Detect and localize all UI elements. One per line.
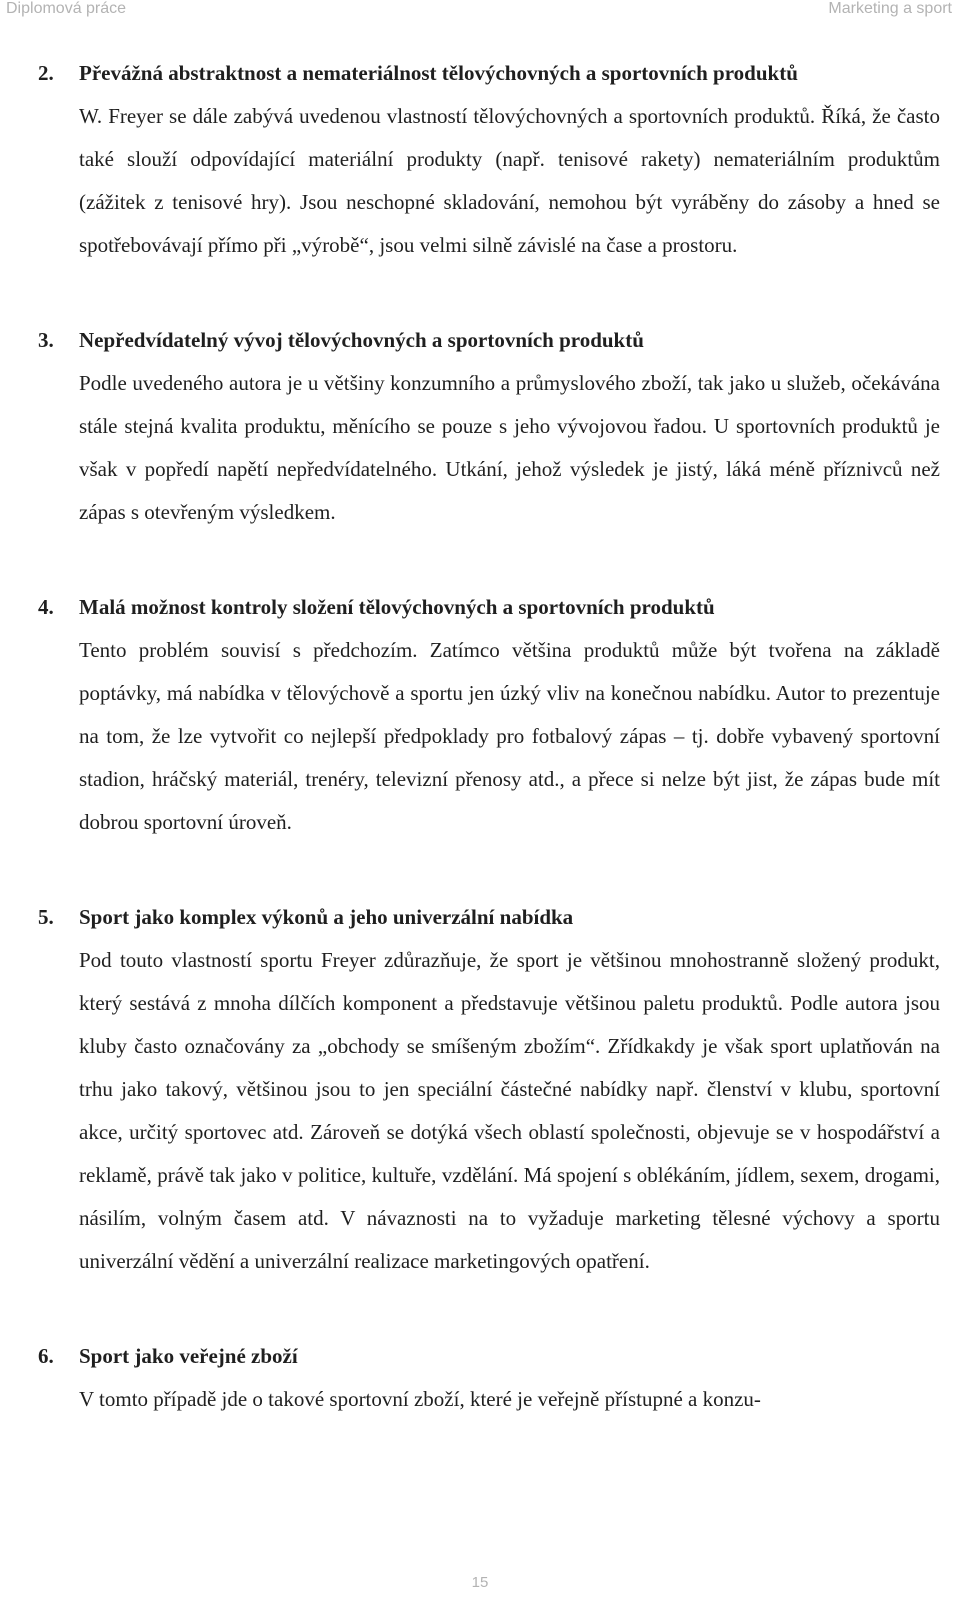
section-paragraph: W. Freyer se dále zabývá uvedenou vlastností tělovýchovných a sportovních produktů. Říká, že často také slouží odpovídající materiální produkty (např. tenisové rakety) nemateriálním produktům (zážitek z tenisové hry). Jsou neschopné skladování, nemohou být vyráběny do zásoby a hned se spotřebovávají přímo při „výrobě“, jsou velmi silně závislé na čase a prostoru. bbox=[79, 104, 940, 257]
section-paragraph: Podle uvedeného autora je u většiny konzumního a průmyslového zboží, tak jako u služeb, očekávána stále stejná kvalita produktu, měnícího se pouze s jeho vývojovou řadou. U sportovních produktů je však v popředí napětí nepředvídatelného. Utkání, jehož výsledek je jistý, láká méně příznivců než zápas s otevřeným výsledkem. bbox=[79, 371, 940, 524]
section-title: Sport jako veřejné zboží bbox=[79, 1344, 298, 1368]
section-3 bbox=[38, 319, 940, 534]
section-heading bbox=[38, 1335, 940, 1378]
section-paragraph: Pod touto vlastností sportu Freyer zdůrazňuje, že sport je většinou mnohostranně složený produkt, který sestává z mnoha dílčích komponent a představuje většinou paletu produktů. Podle autora jsou kluby často označovány za „obchody se smíšeným zbožím“. Zřídkakdy je však sport uplatňován na trhu jako takový, většinou jsou to jen speciální částečné nabídky např. členství v klubu, sportovní akce, určitý sportovec atd. Zároveň se dotýká všech oblastí společnosti, objevuje se v hospodářství a reklamě, právě tak jako v politice, kultuře, vzdělání. Má spojení s oblékáním, jídlem, sexem, drogami, násilím, volným časem atd. V návaznosti na to vyžaduje marketing tělesné výchovy a sportu univerzální vědění a univerzální realizace marketingových opatření. bbox=[79, 948, 940, 1273]
section-number: 3. bbox=[38, 328, 54, 352]
section-paragraph: V tomto případě jde o takové sportovní zboží, které je veřejně přístupné a konzu- bbox=[79, 1387, 761, 1411]
running-header bbox=[0, 0, 960, 26]
section-heading bbox=[38, 896, 940, 939]
section-heading bbox=[38, 586, 940, 629]
section-title: Nepředvídatelný vývoj tělovýchovných a sportovních produktů bbox=[79, 328, 644, 352]
section-paragraph: Tento problém souvisí s předchozím. Zatímco většina produktů může být tvořena na základě poptávky, má nabídka v tělovýchově a sportu jen úzký vliv na konečnou nabídku. Autor to prezentuje na tom, že lze vytvořit co nejlepší předpoklady pro fotbalový zápas – tj. dobře vybavený sportovní stadion, hráčský materiál, trenéry, televizní přenosy atd., a přece si nelze být jist, že zápas bude mít dobrou sportovní úroveň. bbox=[79, 638, 940, 834]
section-title: Malá možnost kontroly složení tělovýchovných a sportovních produktů bbox=[79, 595, 715, 619]
section-number: 2. bbox=[38, 61, 54, 85]
section-number: 6. bbox=[38, 1344, 54, 1368]
section-5 bbox=[38, 896, 940, 1283]
section-number: 4. bbox=[38, 595, 54, 619]
header-document-type: Diplomová práce bbox=[6, 0, 127, 17]
section-2 bbox=[38, 52, 940, 267]
page-number: 15 bbox=[471, 1574, 489, 1591]
section-4 bbox=[38, 586, 940, 844]
section-6 bbox=[38, 1335, 940, 1421]
section-title: Převážná abstraktnost a nemateriálnost tělovýchovných a sportovních produktů bbox=[79, 61, 798, 85]
section-title: Sport jako komplex výkonů a jeho univerzální nabídka bbox=[79, 905, 574, 929]
section-heading bbox=[38, 319, 940, 362]
section-heading bbox=[38, 52, 940, 95]
section-number: 5. bbox=[38, 905, 54, 929]
page-content bbox=[38, 52, 940, 1473]
header-document-topic: Marketing a sport bbox=[828, 0, 952, 17]
